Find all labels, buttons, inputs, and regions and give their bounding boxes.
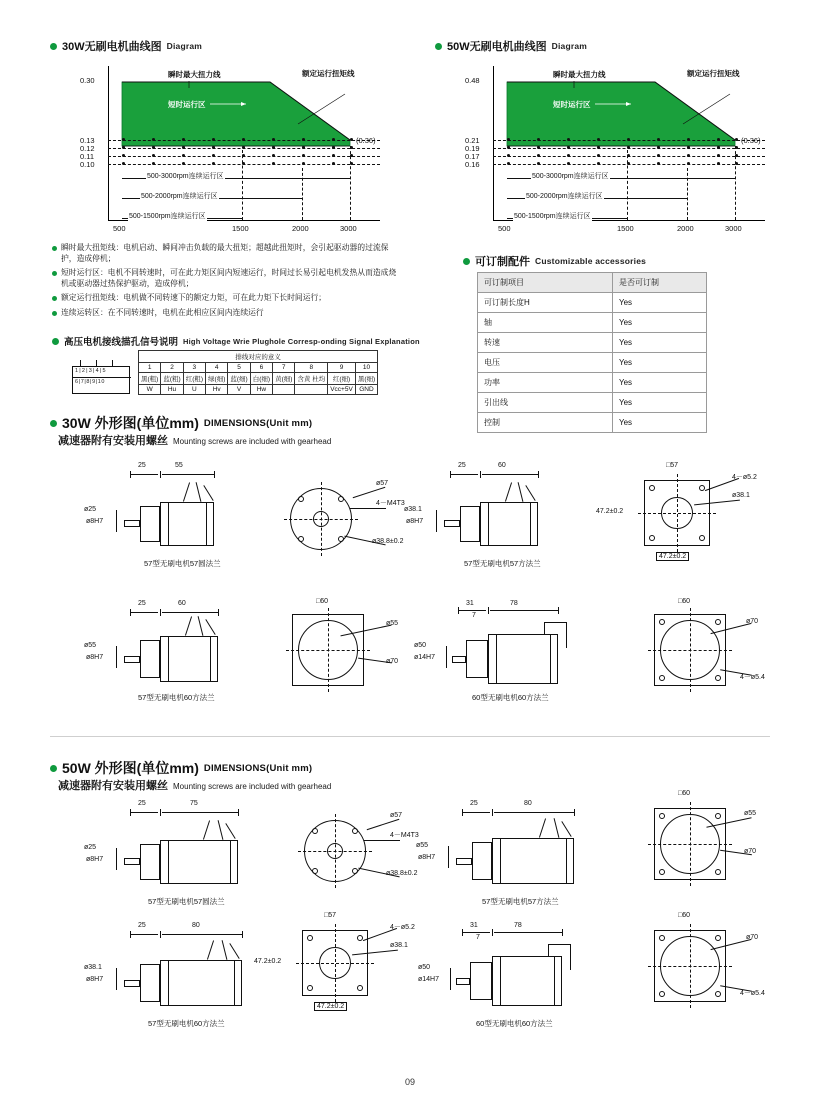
connector-pin [112, 360, 113, 366]
dim30-title-cn: 30W 外形图(单位mm) [62, 415, 199, 431]
x-label-3: 3000 [725, 224, 742, 233]
dim-label: 47.2±0.2 [314, 1002, 347, 1011]
bullet-icon [52, 246, 57, 251]
x-label-0: 500 [113, 224, 126, 233]
dim-label: 47.2±0.2 [656, 552, 689, 561]
dim-label: 4－M4T3 [376, 500, 405, 507]
plug-signal [273, 385, 295, 395]
range-label-2: 500-2000rpm连续运行区 [526, 193, 603, 200]
table-header-row [478, 273, 707, 293]
label-rated-torque: 额定运行扭矩线 [302, 69, 355, 78]
note-text: 额定运行扭矩线：电机做不同转速下的额定力矩，可在此力矩下长时间运行； [61, 293, 327, 303]
dim-label: ø8H7 [86, 976, 104, 983]
dim50-title-en: DIMENSIONS(Unit mm) [203, 762, 313, 774]
corner-value: (0.36) [741, 136, 761, 145]
dim-label: 4－ø5.4 [740, 990, 765, 997]
plug-signal: U [183, 385, 205, 395]
dim30-subtitle-en: Mounting screws are included with gearhead [173, 437, 332, 446]
dwg-30w-60square-side [84, 600, 250, 710]
plug-num: 2 [161, 363, 183, 373]
table-row [478, 313, 707, 333]
plug-num: 1 [139, 363, 161, 373]
cell-value: Yes [613, 333, 707, 353]
cell-item: 功率 [478, 373, 613, 393]
dwg-caption: 57型无刷电机57方法兰 [464, 559, 541, 568]
label-peak-torque: 瞬时最大扭力线 [168, 70, 221, 79]
label-peak-torque: 瞬时最大扭力线 [553, 70, 606, 79]
dwg-50w-57square-side [416, 800, 592, 920]
dwg-30w-57square-side [404, 462, 570, 592]
cell-value: Yes [613, 293, 707, 313]
dim30-heading [50, 413, 312, 433]
note-item [52, 293, 402, 304]
connector-pin [96, 360, 97, 366]
range-label-1: 500-3000rpm连续运行区 [532, 173, 609, 180]
x-label-1: 1500 [617, 224, 634, 233]
dim-label: ø38.1 [404, 506, 422, 513]
col-header-item: 可订制项目 [478, 273, 613, 293]
y-label-4: 0.16 [465, 160, 480, 169]
dim-label: ø57 [376, 480, 389, 487]
cell-value: Yes [613, 393, 707, 413]
dim-label: ø38.1 [390, 942, 408, 949]
cell-value: Yes [613, 373, 707, 393]
x-label-0: 500 [498, 224, 511, 233]
range-label-3: 500-1500rpm连续运行区 [514, 213, 591, 220]
dim-label: ø55 [744, 810, 757, 817]
plug-num: 10 [355, 363, 377, 373]
curve50-title-en: Diagram [551, 41, 588, 51]
dim-label: 78 [514, 922, 522, 929]
data-dots [108, 138, 380, 168]
dim50-subtitle-en: Mounting screws are included with gearhead [173, 782, 332, 791]
dim-label: 47.2±0.2 [254, 958, 282, 965]
y-label-0: 0.30 [80, 76, 95, 85]
curve30-heading [50, 38, 202, 54]
dim-label: ø57 [390, 812, 403, 819]
plug-num: 5 [228, 363, 250, 373]
dim-label: 25 [138, 800, 146, 807]
plug-signal: W [139, 385, 161, 395]
dim-label: ø70 [386, 658, 399, 665]
y-label-3: 0.17 [465, 152, 480, 161]
dim-label: ø38.1 [732, 492, 750, 499]
dim50-title-cn: 50W 外形图(单位mm) [62, 760, 199, 776]
plug-color: 黑(细) [355, 373, 377, 385]
customizable-title-cn: 可订制配件 [475, 256, 530, 268]
y-label-0: 0.48 [465, 76, 480, 85]
bullet-icon [50, 765, 57, 772]
dim-label: 31 [466, 600, 474, 607]
dim-label: 7 [476, 934, 480, 941]
dim-label: ø50 [414, 642, 427, 649]
label-short-run: 短时运行区 [553, 100, 591, 109]
customizable-heading [463, 253, 646, 269]
dim-label: ø55 [84, 642, 97, 649]
dwg-30w-57round-side [84, 462, 240, 592]
dwg-30w-57square-flange [596, 462, 788, 592]
plug-num: 3 [183, 363, 205, 373]
dim-label: 60 [498, 462, 506, 469]
plug-color: 蓝(粗) [161, 373, 183, 385]
x-label-2: 2000 [677, 224, 694, 233]
bullet-icon [52, 296, 57, 301]
cell-item: 轴 [478, 313, 613, 333]
note-item [52, 243, 402, 264]
dim-label: 25 [138, 922, 146, 929]
connector-row-2: 6|7|8|9|10 [75, 379, 106, 385]
data-dots [493, 138, 765, 168]
dim-label: ø14H7 [418, 976, 440, 983]
dwg-caption: 57型无刷电机60方法兰 [138, 693, 215, 702]
dim-label: ø25 [84, 844, 97, 851]
plug-signal: V [228, 385, 250, 395]
plug-signal: Vcc+5V [328, 385, 356, 395]
page-number: 09 [404, 1077, 415, 1087]
vline-2000 [302, 168, 303, 220]
dwg-caption: 57型无刷电机60方法兰 [148, 1019, 225, 1028]
corner-value: (0.36) [356, 136, 376, 145]
dwg-50w-60flange-right [640, 912, 790, 1032]
dwg-caption: 57型无刷电机57方法兰 [482, 897, 559, 906]
vline-3000 [735, 146, 736, 220]
dim-label: 7 [472, 612, 476, 619]
dim-label: 60 [178, 600, 186, 607]
plug-num: 6 [250, 363, 272, 373]
dwg-30w-60flange-right [640, 598, 790, 708]
dim-label: 4－ø5.2 [732, 474, 757, 481]
dwg-50w-57round-flange [286, 800, 436, 920]
dim-label: 80 [192, 922, 200, 929]
table-row [478, 293, 707, 313]
x-label-1: 1500 [232, 224, 249, 233]
plug-color: 白(细) [250, 373, 272, 385]
dim-label: ø8H7 [86, 518, 104, 525]
bullet-icon [435, 43, 442, 50]
dwg-30w-60motor-side [414, 600, 598, 710]
dim-label: 80 [524, 800, 532, 807]
dim-label: ø8H7 [86, 856, 104, 863]
dim-label: ø70 [746, 934, 759, 941]
vline-3000 [350, 146, 351, 220]
vline-1500 [242, 150, 243, 220]
plug-color: 红(粗) [183, 373, 205, 385]
plug-num: 9 [328, 363, 356, 373]
dim50-heading [50, 758, 312, 778]
plug-color: 含黄 杜均 [295, 373, 328, 385]
plug-title-cn: 高压电机接线描孔信号说明 [64, 337, 179, 348]
plug-color: 黄(细) [273, 373, 295, 385]
cell-value: Yes [613, 353, 707, 373]
dwg-caption: 60型无刷电机60方法兰 [472, 693, 549, 702]
y-label-2: 0.19 [465, 144, 480, 153]
cell-value: Yes [613, 313, 707, 333]
bullet-icon [52, 271, 57, 276]
y-label-1: 0.13 [80, 136, 95, 145]
dim-label: ø38.1 [84, 964, 102, 971]
vline-2000 [687, 168, 688, 220]
dwg-50w-57round-side [84, 800, 260, 920]
range-label-1: 500-3000rpm连续运行区 [147, 173, 224, 180]
curve50-diagram [435, 58, 775, 233]
dim-label: ø8H7 [418, 854, 436, 861]
dim-label: ø8H7 [406, 518, 424, 525]
y-label-1: 0.21 [465, 136, 480, 145]
dim-label: 4－M4T3 [390, 832, 419, 839]
customizable-table [477, 272, 707, 433]
dim-label: □57 [666, 462, 679, 469]
dim-label: 25 [138, 462, 146, 469]
dim-label: ø14H7 [414, 654, 436, 661]
plug-signal: Hw [250, 385, 272, 395]
note-item [52, 268, 402, 289]
table-row [478, 393, 707, 413]
range-label-3: 500-1500rpm连续运行区 [129, 213, 206, 220]
note-text: 短时运行区：电机不同转速时，可在此力矩区间内短速运行，时间过长易引起电机发热从而造成烧机或驱动器过热保护驱动，造成停机； [61, 268, 397, 288]
dim-label: ø50 [418, 964, 431, 971]
dim-label: □60 [678, 790, 691, 797]
dim-label: ø8H7 [86, 654, 104, 661]
dim30-subtitle [58, 432, 331, 448]
label-short-run: 短时运行区 [168, 100, 206, 109]
customizable-title-en: Customizable accessories [535, 256, 647, 266]
x-label-2: 2000 [292, 224, 309, 233]
dwg-50w-60square-flange [640, 790, 790, 910]
plug-num: 8 [295, 363, 328, 373]
curve50-title-cn: 50W无刷电机曲线图 [447, 41, 547, 53]
dim30-title-en: DIMENSIONS(Unit mm) [203, 417, 313, 429]
bullet-icon [52, 311, 57, 316]
table-row [478, 373, 707, 393]
curve30-diagram [50, 58, 390, 233]
dim-label: ø70 [746, 618, 759, 625]
plug-color: 黑(粗) [139, 373, 161, 385]
dim-label: ø38.8±0.2 [386, 870, 418, 877]
cell-item: 控制 [478, 413, 613, 433]
plug-title-en: High Voltage Wrie Plughole Corresp-onding Signal Explanation [183, 336, 420, 346]
bullet-icon [50, 43, 57, 50]
curve50-heading [435, 38, 587, 54]
y-label-2: 0.12 [80, 144, 95, 153]
dwg-50w-60square-side [84, 922, 260, 1042]
plug-table-title: 排线对应的意义 [139, 351, 378, 363]
bullet-icon [50, 420, 57, 427]
dim-label: 25 [138, 600, 146, 607]
table-row [478, 353, 707, 373]
plug-num: 4 [206, 363, 228, 373]
dwg-50w-60motor-side [418, 922, 602, 1042]
plug-signal: Hu [161, 385, 183, 395]
dwg-caption: 57型无刷电机57圆法兰 [148, 897, 225, 906]
bullet-icon [463, 258, 470, 265]
dim-label: ø70 [744, 848, 757, 855]
notes-list [52, 243, 402, 322]
plug-signal: Hv [206, 385, 228, 395]
plug-color: 蓝(细) [228, 373, 250, 385]
table-row [478, 413, 707, 433]
plug-signal [295, 385, 328, 395]
plug-color: 红(细) [328, 373, 356, 385]
dim-label: 25 [470, 800, 478, 807]
connector-row-1: 1|2|3|4|5 [75, 368, 107, 374]
dim-label: 4－ø5.4 [740, 674, 765, 681]
dim-label: □57 [324, 912, 337, 919]
connector-pin [80, 360, 81, 366]
plug-signal-table [138, 350, 378, 395]
dim50-subtitle-cn: 减速器附有安装用螺丝 [58, 780, 168, 792]
plug-signal: GND [355, 385, 377, 395]
cell-value: Yes [613, 413, 707, 433]
note-item [52, 308, 402, 319]
dim-label: □60 [316, 598, 329, 605]
range-label-2: 500-2000rpm连续运行区 [141, 193, 218, 200]
plug-color: 绿(细) [206, 373, 228, 385]
dim-label: 55 [175, 462, 183, 469]
dim-label: ø38.8±0.2 [372, 538, 404, 545]
y-label-4: 0.10 [80, 160, 95, 169]
dim-label: 75 [190, 800, 198, 807]
dim-label: ø25 [84, 506, 97, 513]
dim-label: □60 [678, 598, 691, 605]
curve30-title-cn: 30W无刷电机曲线图 [62, 41, 162, 53]
plug-num: 7 [273, 363, 295, 373]
cell-item: 电压 [478, 353, 613, 373]
curve30-title-en: Diagram [166, 41, 203, 51]
dwg-30w-60square-flange [278, 598, 438, 708]
cell-item: 转速 [478, 333, 613, 353]
note-text: 瞬时最大扭矩线：电机启动、瞬间冲击负载的最大扭矩；超越此扭矩时，会引起驱动器的过流保护，造成停机； [61, 243, 389, 263]
label-rated-torque: 额定运行扭矩线 [687, 69, 740, 78]
dim30-subtitle-cn: 减速器附有安装用螺丝 [58, 435, 168, 447]
dim-label: 47.2±0.2 [596, 508, 624, 515]
dim-label: 78 [510, 600, 518, 607]
dim-label: ø55 [386, 620, 399, 627]
bullet-icon [52, 338, 59, 345]
dim-label: 31 [470, 922, 478, 929]
x-label-3: 3000 [340, 224, 357, 233]
dwg-caption: 60型无刷电机60方法兰 [476, 1019, 553, 1028]
dim-label: □60 [678, 912, 691, 919]
connector-graphic [72, 366, 130, 394]
plug-heading [52, 334, 420, 348]
col-header-value: 是否可订制 [613, 273, 707, 293]
note-text: 连续运转区：在不同转速时，电机在此相应区间内连续运行 [61, 307, 264, 317]
cell-item: 引出线 [478, 393, 613, 413]
dim-label: ø55 [416, 842, 429, 849]
vline-1500 [627, 150, 628, 220]
dwg-30w-57round-flange [272, 468, 422, 588]
table-row [478, 333, 707, 353]
dwg-caption: 57型无刷电机57圆法兰 [144, 559, 221, 568]
dim50-subtitle [58, 777, 331, 793]
dim-label: 4－ø5.2 [390, 924, 415, 931]
cell-item: 可订制长度H [478, 293, 613, 313]
y-label-3: 0.11 [80, 152, 95, 161]
dim-label: 25 [458, 462, 466, 469]
